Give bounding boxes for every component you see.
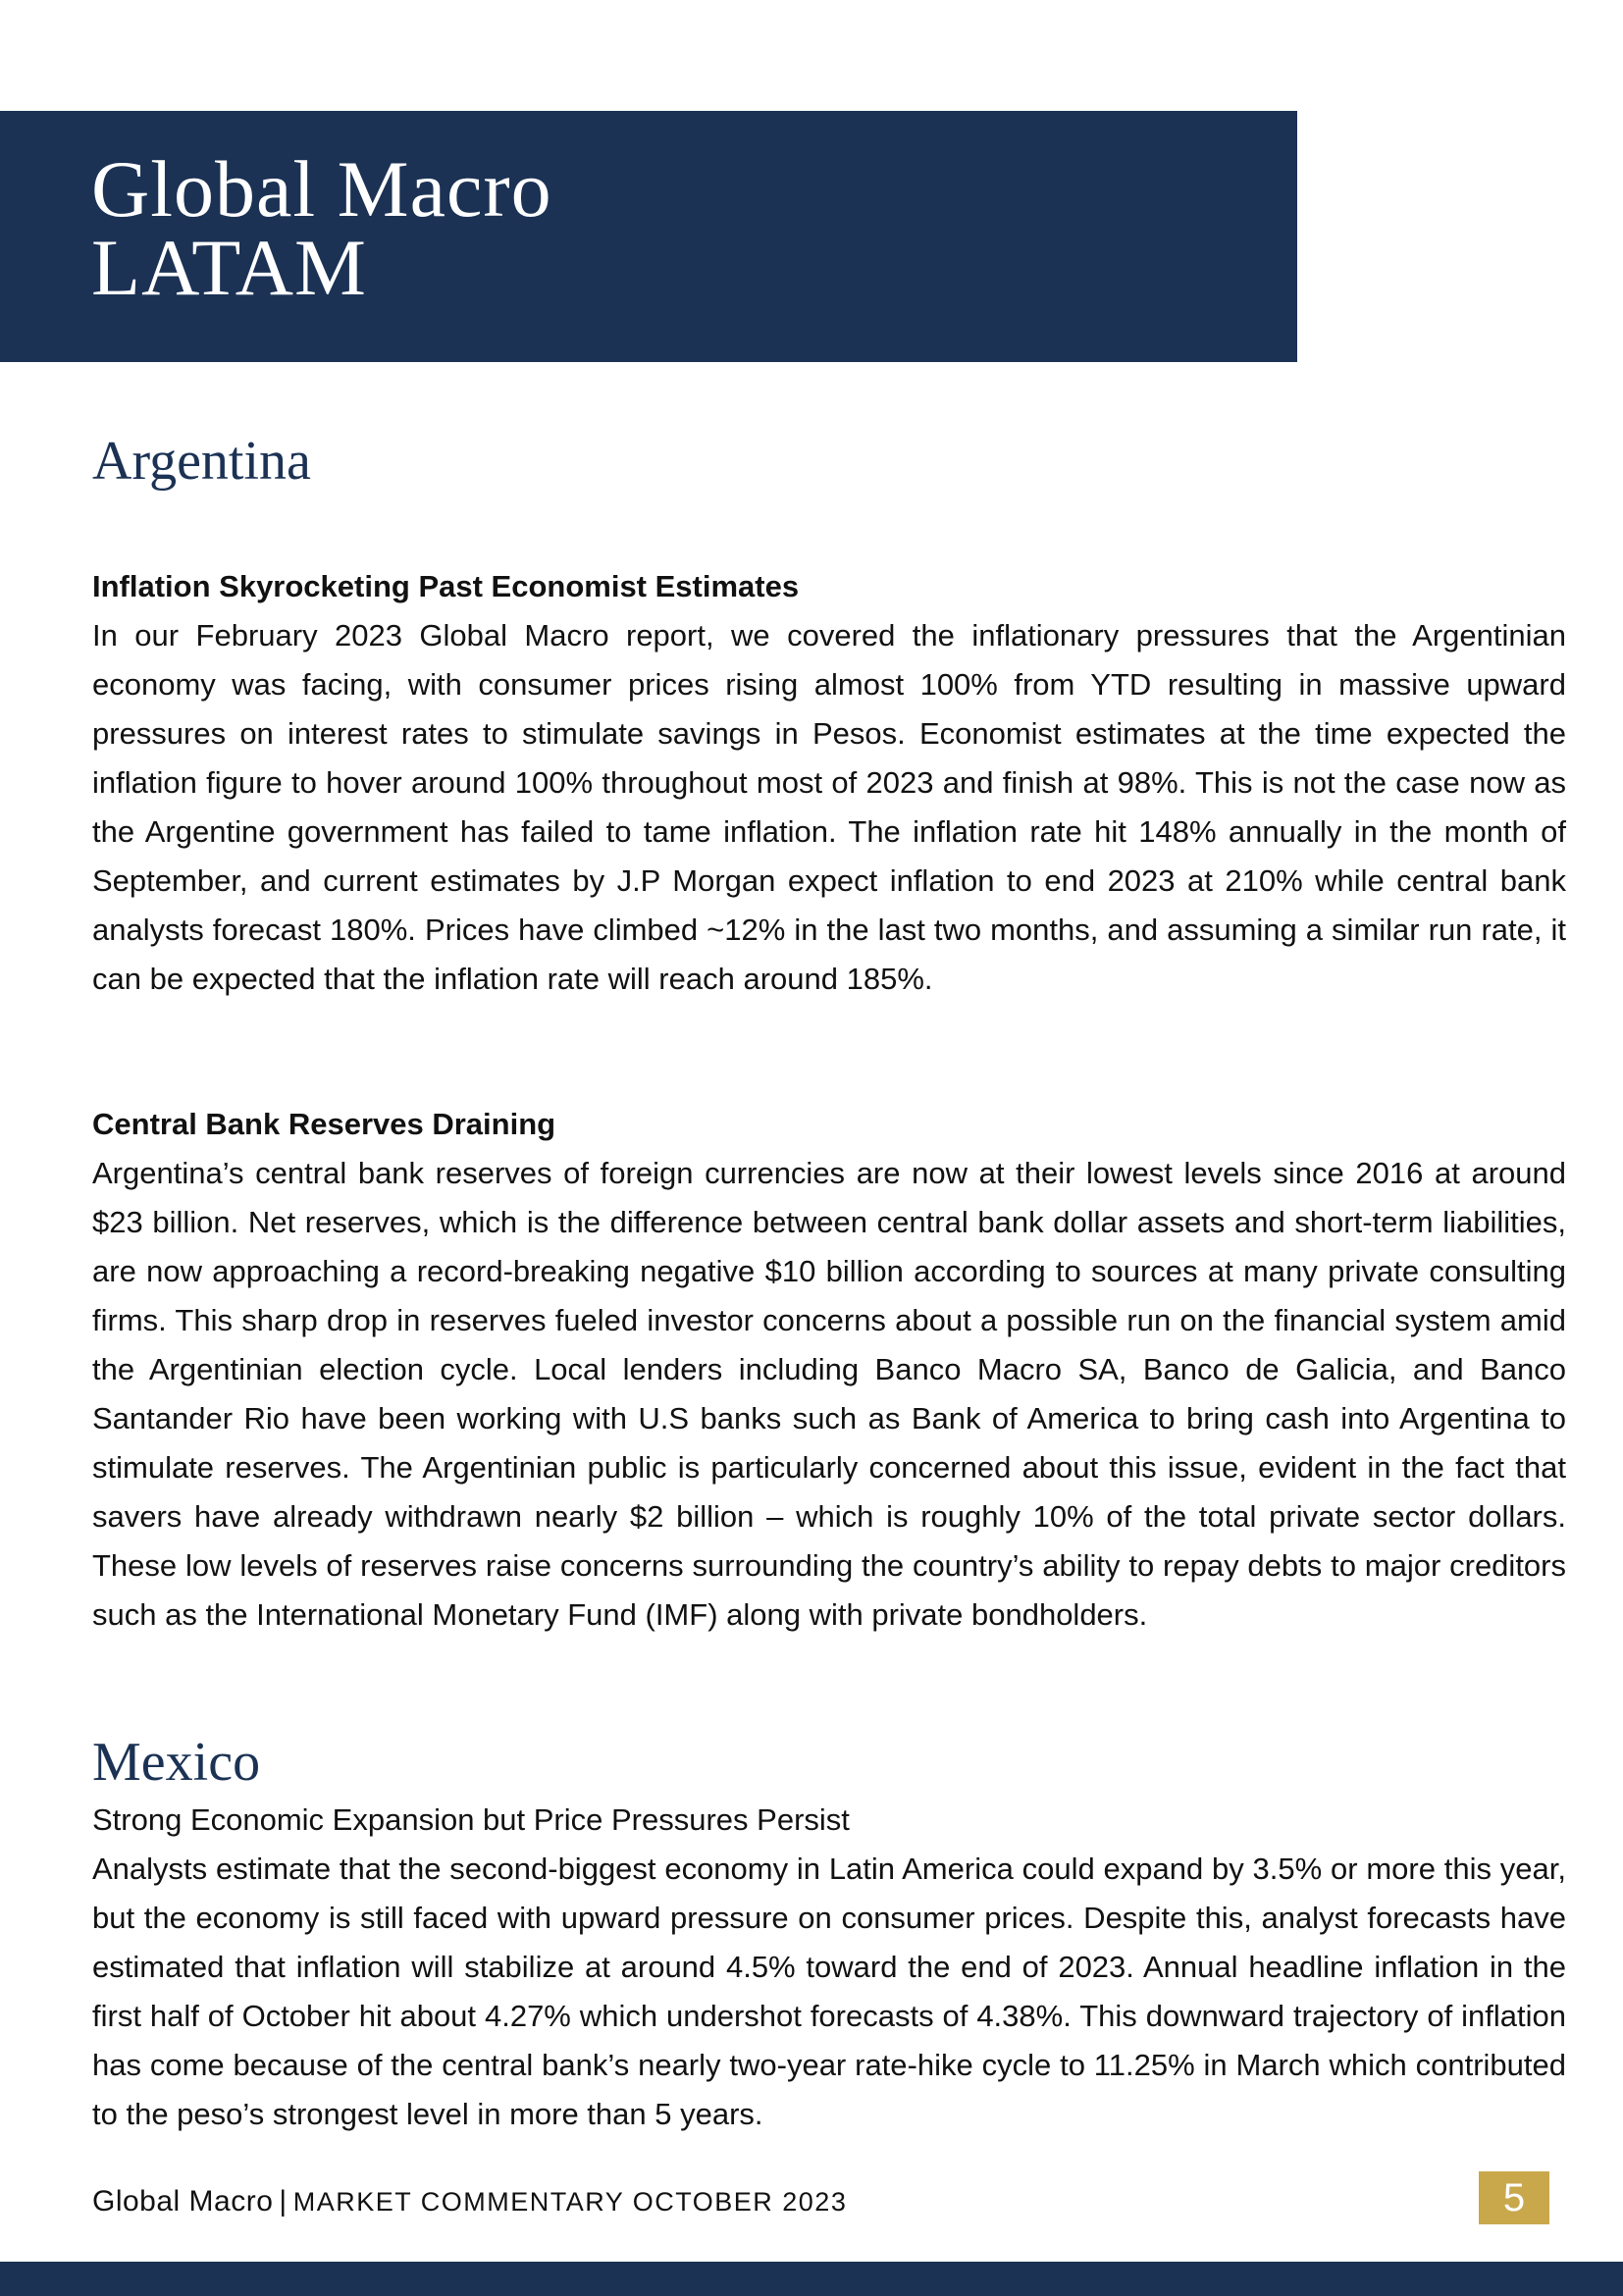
footer-bar bbox=[0, 2262, 1623, 2296]
argentina-inflation-block bbox=[92, 562, 1566, 1004]
paragraph-reserves: Argentina’s central bank reserves of foreign currencies are now at their lowest levels since 2016 at around $23 billion. Net reserves, which is the difference between central bank dollar assets and short-term liabilities, are now approaching a record-breaking negative $10 billion according to sources at many private consulting firms. This sharp drop in reserves fueled investor concerns about a possible run on the financial system amid the Argentinian election cycle. Local lenders including Banco Macro SA, Banco de Galicia, and Banco Santander Rio have been working with U.S banks such as Bank of America to bring cash into Argentina to stimulate reserves. The Argentinian public is particularly concerned about this issue, evident in the fact that savers have already withdrawn nearly $2 billion – which is roughly 10% of the total private sector dollars. These low levels of reserves raise concerns surrounding the country’s ability to repay debts to major creditors such as the International Monetary Fund (IMF) along with private bondholders. bbox=[92, 1156, 1566, 1632]
mexico-block bbox=[92, 1796, 1566, 2139]
page-number-badge: 5 bbox=[1479, 2171, 1549, 2224]
banner-title-line-2: LATAM bbox=[91, 223, 367, 312]
paragraph-inflation: In our February 2023 Global Macro report, we covered the inflationary pressures that the Argentinian economy was facing, with consumer prices rising almost 100% from YTD resulting in massive upward pressures on interest rates to stimulate savings in Pesos. Economist estimates at the time expected the inflation figure to hover around 100% throughout most of 2023 and finish at 98%. This is not the case now as the Argentine government has failed to tame inflation. The inflation rate hit 148% annually in the month of September, and current estimates by J.P Morgan expect inflation to end 2023 at 210% while central bank analysts forecast 180%. Prices have climbed ~12% in the last two months, and assuming a similar run rate, it can be expected that the inflation rate will reach around 185%. bbox=[92, 618, 1566, 996]
section-title-mexico: Mexico bbox=[92, 1732, 261, 1793]
header-banner bbox=[0, 111, 1297, 362]
argentina-reserves-block bbox=[92, 1100, 1566, 1640]
footer-label bbox=[92, 2185, 847, 2218]
footer-commentary-label: MARKET COMMENTARY OCTOBER 2023 bbox=[292, 2187, 848, 2217]
banner-title-line-1: Global Macro bbox=[91, 144, 552, 234]
subheading-inflation: Inflation Skyrocketing Past Economist Estimates bbox=[92, 569, 800, 603]
subheading-mexico-expansion: Strong Economic Expansion but Price Pressures Persist bbox=[92, 1802, 850, 1837]
footer-separator: | bbox=[279, 2185, 288, 2218]
footer-brand: Global Macro bbox=[92, 2185, 274, 2218]
subheading-reserves: Central Bank Reserves Draining bbox=[92, 1107, 556, 1141]
paragraph-mexico: Analysts estimate that the second-biggest economy in Latin America could expand by 3.5% or more this year, but the economy is still faced with upward pressure on consumer prices. Despite this, analyst forecasts have estimated that inflation will stabilize at around 4.5% toward the end of 2023. Annual headline inflation in the first half of October hit about 4.27% which undershot forecasts of 4.38%. This downward trajectory of inflation has come because of the central bank’s nearly two-year rate-hike cycle to 11.25% in March which contributed to the peso’s strongest level in more than 5 years. bbox=[92, 1852, 1566, 2131]
section-title-argentina: Argentina bbox=[92, 431, 311, 492]
